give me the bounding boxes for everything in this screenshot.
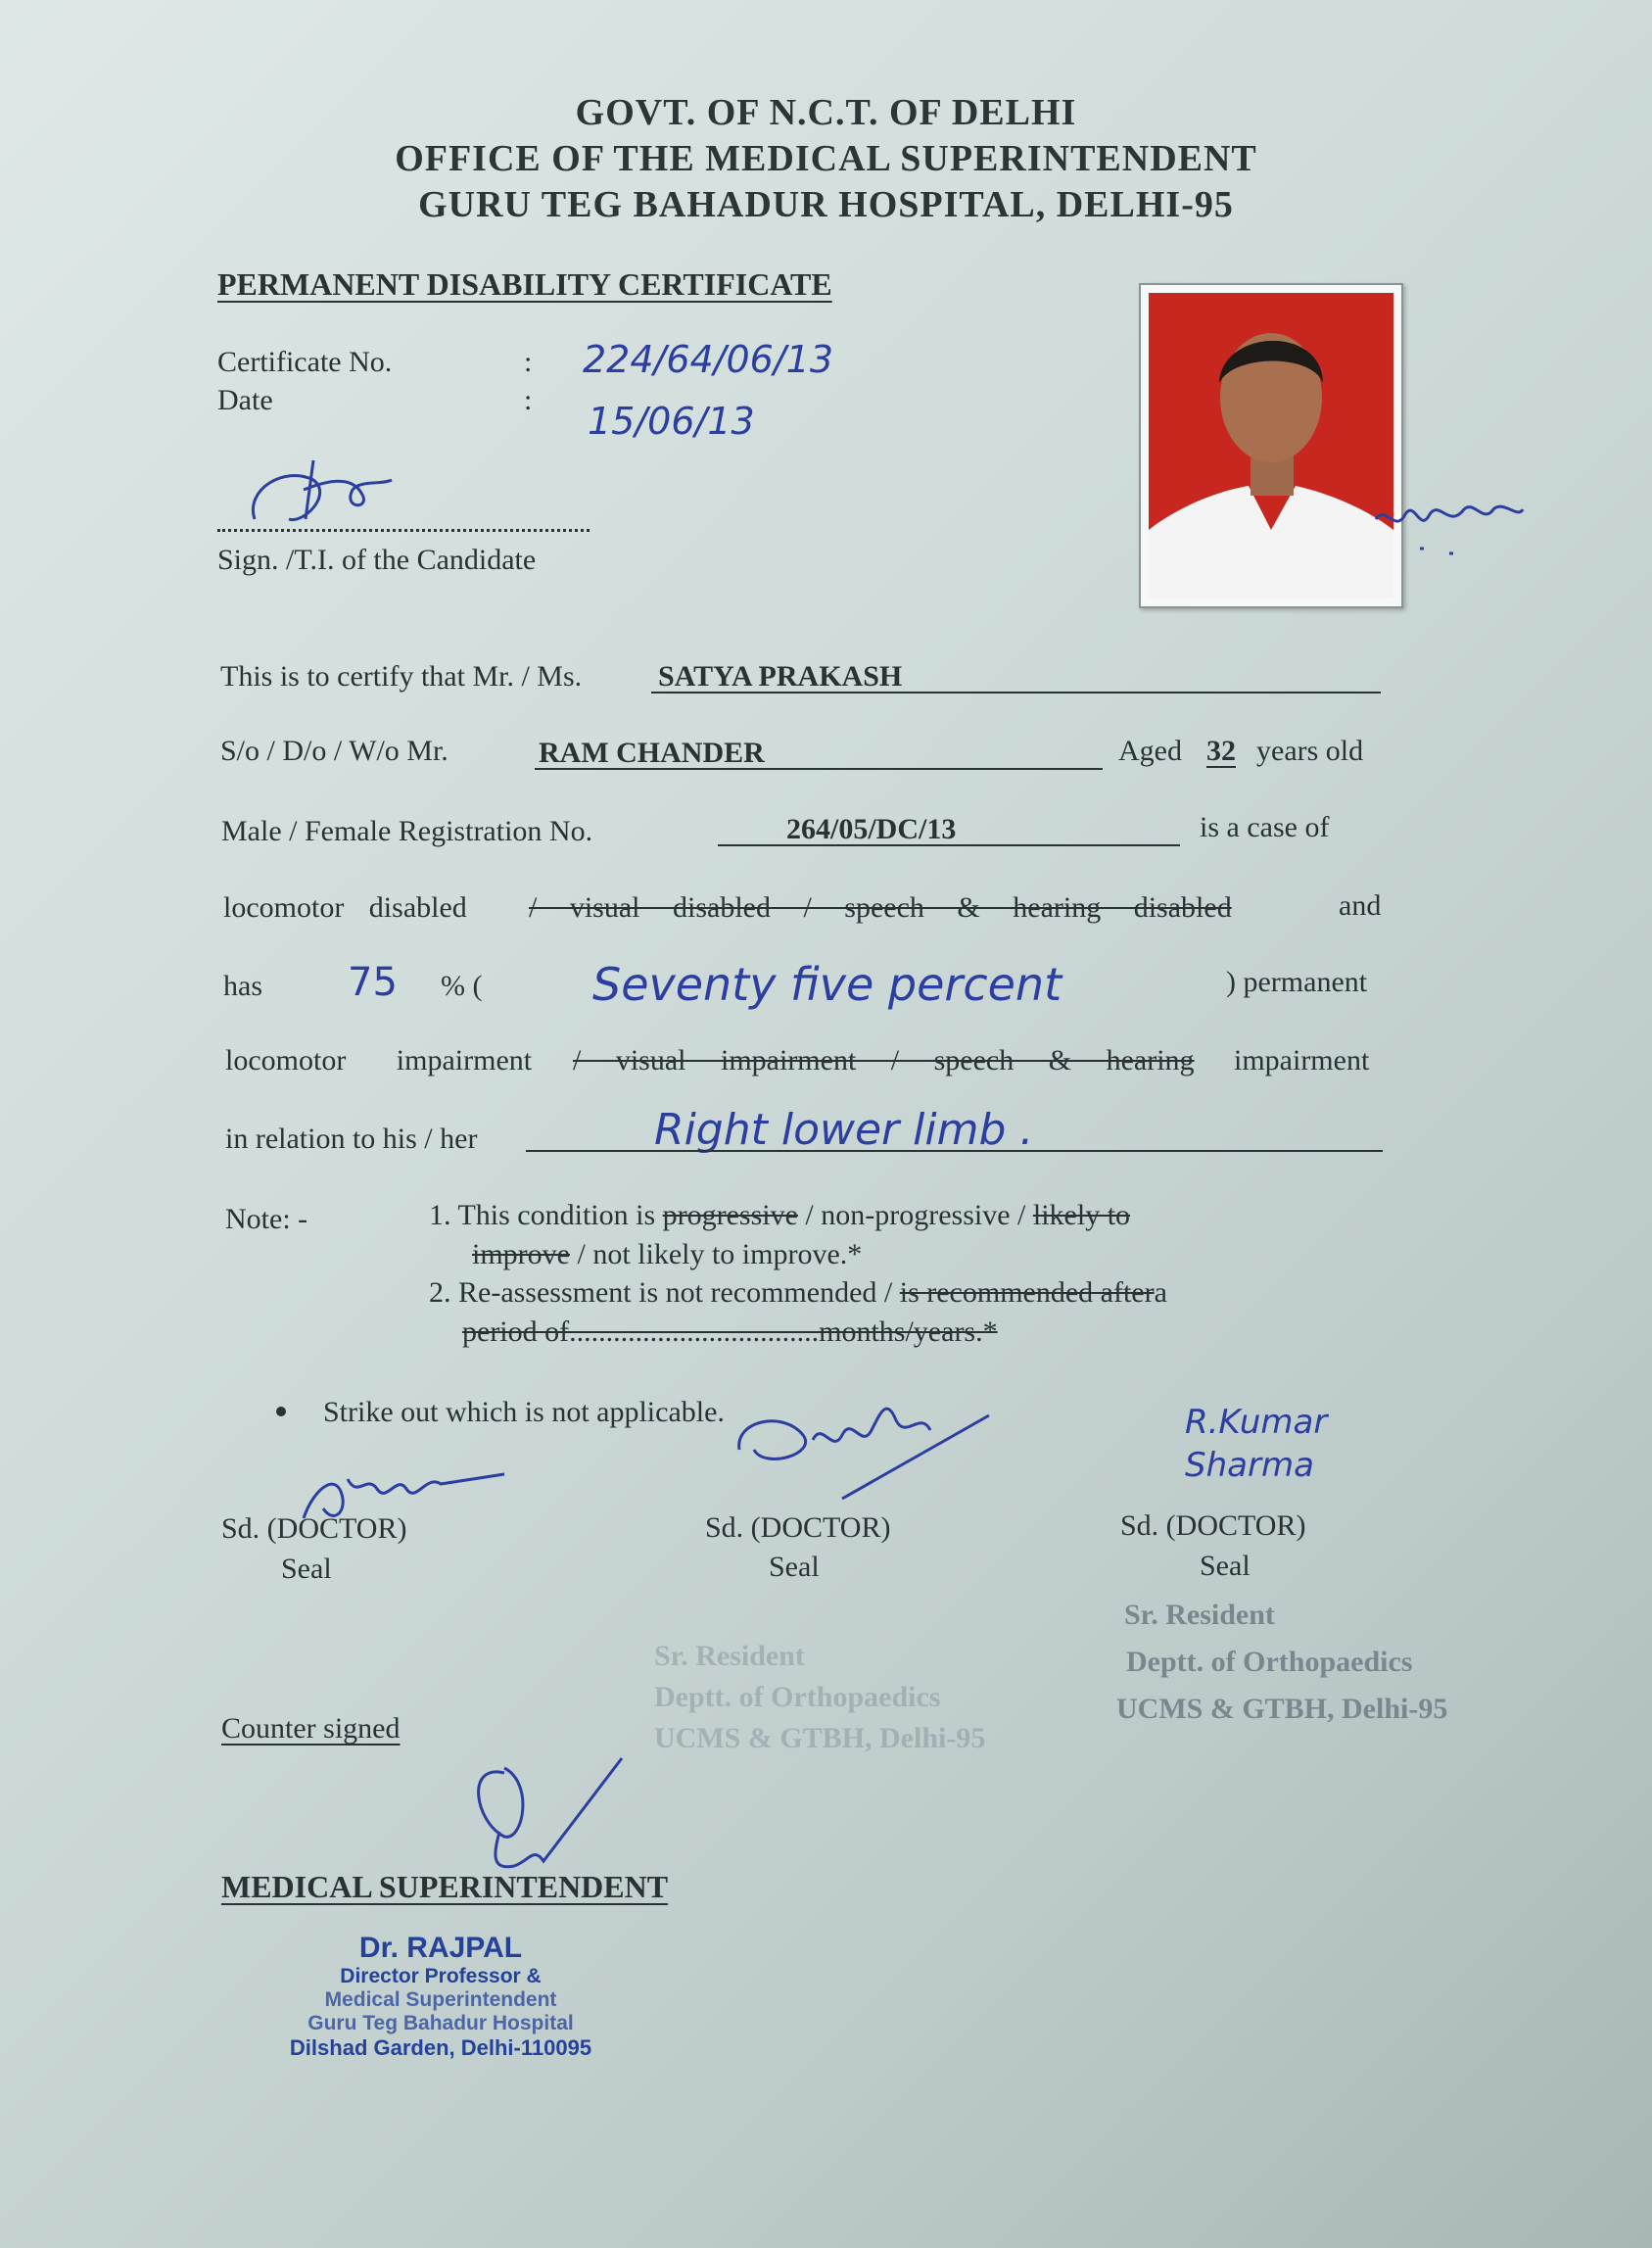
note-2 <box>429 1276 1167 1310</box>
registration-line <box>718 844 1180 846</box>
doctor-1-label: Sd. (DOCTOR) <box>221 1512 407 1545</box>
header-govt: GOVT. OF N.C.T. OF DELHI <box>575 92 1077 133</box>
doctor-1-seal: Seal <box>281 1553 332 1585</box>
age-value: 32 <box>1206 735 1236 767</box>
candidate-name-line <box>651 692 1381 694</box>
case-of-label: is a case of <box>1200 811 1330 843</box>
note-1-cont <box>472 1238 862 1271</box>
disability-type-and: and <box>1339 889 1382 922</box>
gender-reg-label: Male / Female Registration No. <box>221 815 593 847</box>
candidate-sign-label: Sign. /T.I. of the Candidate <box>217 544 537 576</box>
counter-signed-label: Counter signed <box>221 1712 401 1745</box>
medical-superintendent-stamp <box>245 1932 637 2061</box>
affected-limb-line <box>526 1150 1383 1152</box>
doctor-2-stamp-line3: UCMS & GTBH, Delhi-95 <box>654 1722 986 1754</box>
note-2-period-struck: period of..................................months/years.* <box>462 1315 998 1348</box>
candidate-signature <box>245 451 431 539</box>
disability-type-a: locomotor disabled <box>223 891 467 924</box>
doctor-2-stamp-line2: Deptt. of Orthopaedics <box>654 1681 941 1713</box>
impairment-type-a: locomotor impairment <box>225 1044 533 1076</box>
medical-superintendent-label: MEDICAL SUPERINTENDENT <box>221 1869 669 1904</box>
strike-out-note: Strike out which is not applicable. <box>323 1396 725 1428</box>
ms-stamp-line3: Medical Superintendent <box>324 1988 557 2011</box>
aged-label: Aged <box>1118 735 1182 767</box>
ms-stamp-line2: Director Professor & <box>340 1965 542 1987</box>
header-hospital: GURU TEG BAHADUR HOSPITAL, DELHI-95 <box>418 184 1234 225</box>
note-1-likely-struck: likely to <box>1032 1199 1131 1231</box>
percent-sign: % ( <box>441 970 483 1002</box>
impairment-type-struck: / visual impairment / speech & hearing <box>573 1044 1195 1076</box>
disability-type-struck: / visual disabled / speech & hearing disabled <box>529 891 1232 924</box>
relation-prefix: S/o / D/o / W/o Mr. <box>220 735 448 767</box>
doctor-3-signature: R.Kumar Sharma <box>1185 1403 1328 1485</box>
note-1-b: / non-progressive / <box>805 1199 1026 1231</box>
note-1 <box>429 1199 1130 1232</box>
cert-no-value: 224/64/06/13 <box>583 338 833 381</box>
ms-stamp-name: Dr. RAJPAL <box>358 1932 523 1964</box>
note-2-a: 2. Re-assessment is not recommended / <box>429 1276 893 1309</box>
doctor-2-stamp-line1: Sr. Resident <box>654 1640 805 1672</box>
note-1-a: 1. This condition is <box>429 1199 656 1231</box>
certificate-title: PERMANENT DISABILITY CERTIFICATE <box>217 266 832 302</box>
date-value: 15/06/13 <box>588 400 755 443</box>
doctor-2-seal: Seal <box>769 1551 820 1583</box>
photo-portrait <box>1141 285 1401 606</box>
doctor-2-signature <box>725 1381 999 1518</box>
doctor-3-stamp <box>1116 1592 1447 1733</box>
doctor-3-stamp-line3: UCMS & GTBH, Delhi-95 <box>1116 1693 1448 1725</box>
note-label: Note: - <box>225 1203 308 1235</box>
doctor-2-label: Sd. (DOCTOR) <box>705 1511 891 1544</box>
father-name-line <box>535 768 1103 770</box>
cert-no-colon: : <box>524 346 533 378</box>
bullet-icon <box>276 1407 286 1416</box>
cert-no-label: Certificate No. <box>217 346 393 378</box>
ms-stamp-line5: Dilshad Garden, Delhi-110095 <box>289 2035 592 2060</box>
has-label: has <box>223 970 262 1002</box>
note-2-recommended-struck: is recommended after <box>899 1276 1155 1309</box>
years-old-label: years old <box>1256 735 1364 767</box>
header-office: OFFICE OF THE MEDICAL SUPERINTENDENT <box>395 138 1257 179</box>
percent-value: 75 <box>348 960 398 1005</box>
date-colon: : <box>524 384 533 416</box>
doctor-3-stamp-line1: Sr. Resident <box>1124 1599 1275 1631</box>
doctor-2-stamp <box>654 1636 985 1759</box>
photo-attestation-signature <box>1371 480 1528 558</box>
certify-prefix: This is to certify that Mr. / Ms. <box>220 660 583 693</box>
doctor-3-seal: Seal <box>1200 1550 1251 1582</box>
percent-in-words: Seventy five percent <box>592 958 1062 1011</box>
permanent-label: ) permanent <box>1226 966 1368 998</box>
note-1-c: / not likely to improve.* <box>577 1238 863 1270</box>
relation-to-label: in relation to his / her <box>225 1123 478 1155</box>
registration-no: 264/05/DC/13 <box>786 813 957 845</box>
candidate-sign-line <box>217 529 590 532</box>
date-label: Date <box>217 384 273 416</box>
affected-limb: Right lower limb . <box>654 1105 1034 1155</box>
candidate-name: SATYA PRAKASH <box>658 660 903 693</box>
note-1-progressive-struck: progressive <box>662 1199 798 1231</box>
doctor-3-label: Sd. (DOCTOR) <box>1120 1509 1306 1542</box>
impairment-type-b: impairment <box>1234 1044 1370 1076</box>
note-2-b: a <box>1154 1276 1167 1309</box>
doctor-3-stamp-line2: Deptt. of Orthopaedics <box>1126 1646 1413 1678</box>
ms-stamp-line4: Guru Teg Bahadur Hospital <box>307 2012 574 2034</box>
father-name: RAM CHANDER <box>539 737 765 769</box>
note-1-improve-struck: improve <box>472 1238 570 1270</box>
candidate-photo <box>1139 283 1403 608</box>
